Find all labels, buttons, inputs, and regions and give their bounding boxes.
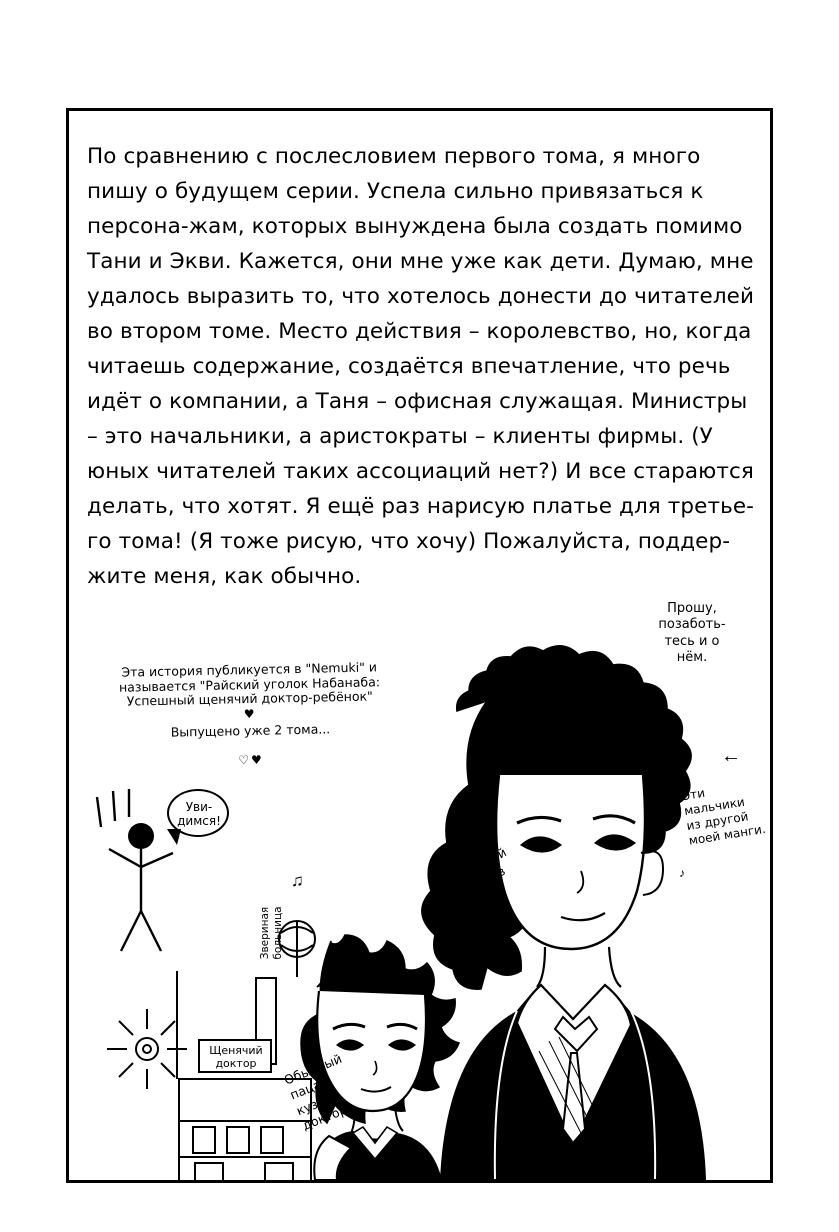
sign-animal-hospital-label: Звериная больница bbox=[259, 906, 284, 960]
note-please-care: Прошу, позаботь-тесь и о нём. bbox=[658, 601, 726, 665]
note-series-volumes: Выпущено уже 2 тома... bbox=[170, 721, 331, 740]
arrow-left-icon: ← bbox=[721, 745, 741, 767]
note-series-plug-text: Эта история публикуется в "Nemuki" и называется "Райский уголок Набанаба: Успешный щенячий доктор-ребёнок" bbox=[118, 659, 381, 709]
speech-see-you-text: Уви-димся! bbox=[177, 800, 221, 829]
note-cousin: Обычный пацан, кузен доктора. bbox=[281, 1050, 360, 1133]
tiny-music-mark-icon: ♪ bbox=[679, 866, 685, 880]
note-series-plug bbox=[94, 645, 406, 771]
note-doctor-15: 15-летний доктор в долгах. bbox=[441, 844, 509, 919]
hearts-icon: ♡♥ bbox=[238, 752, 264, 768]
sign-puppy-doctor-label: Щенячий доктор bbox=[209, 1044, 263, 1071]
page-panel-border bbox=[66, 108, 773, 1183]
music-note-icon: ♫ bbox=[291, 871, 304, 890]
afterword-text: По сравнению с послесловием первого тома, я много пишу о будущем серии. Успела сильно привязаться к персона-жам, которых вынуждена была создать помимо Тани и Экви. Кажется, они мне уже как дети. Думаю, мне удалось выразить то, что хотелось донести до читателей во втором томе. Место действия – королевство, но, когда читаешь содержание, создаётся впечатление, что речь идёт о компании, а Таня – офисная служащая. Министры – это начальники, а аристократы – клиенты фирмы. (У юных читателей таких ассоциаций нет?) И все стараются делать, что хотят. Я ещё раз нарисую платье для третье-го тома! (Я тоже рисую, что хочу) Пожалуйста, поддер-жите меня, как обычно. bbox=[87, 144, 762, 589]
heart-icon: ♥ bbox=[243, 706, 257, 722]
speech-balloon-tail bbox=[167, 829, 181, 845]
note-boys-from-other-manga: Эти мальчики из другой моей манги. bbox=[680, 785, 767, 848]
